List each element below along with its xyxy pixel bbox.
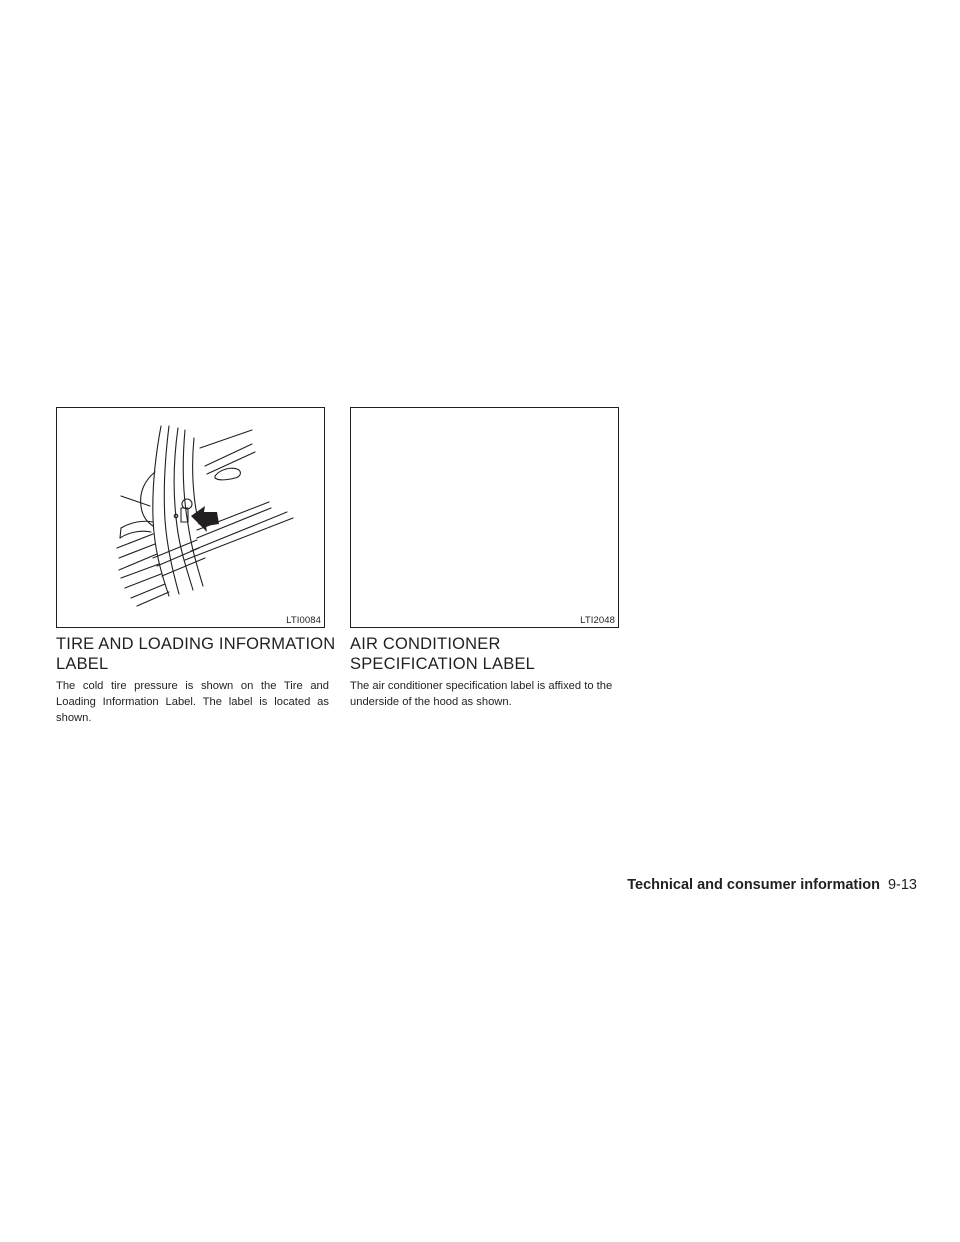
figure-code: LTI2048 [580,615,615,626]
tire-label-heading: TIRE AND LOADING INFORMATION LABEL [56,635,336,673]
ac-label-heading: AIR CONDITIONER SPECIFICATION LABEL [350,635,536,673]
tire-label-location-illustration [56,407,325,628]
figure-code: LTI0084 [286,615,321,626]
page-footer [627,876,917,894]
ac-label-location-illustration [350,407,619,628]
page-number: 9-13 [887,877,917,893]
ac-label-body-text: The air conditioner specification label is affixed to the underside of the hood as shown. [350,680,613,708]
door-pillar-drawing [57,408,324,627]
tire-label-body-text: The cold tire pressure is shown on the Tire and Loading Information Label. The label is located as shown. [56,680,329,724]
footer-section-title: Technical and consumer information [627,877,880,893]
pointer-arrow-icon [191,506,219,532]
